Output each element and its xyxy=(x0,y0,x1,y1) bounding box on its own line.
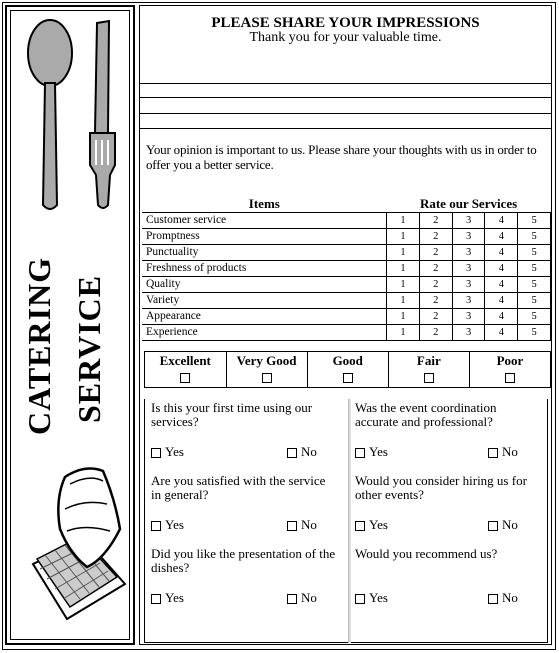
divider xyxy=(140,83,551,84)
rating-option[interactable]: 2 xyxy=(419,229,452,245)
sidebar-word-catering: CATERING xyxy=(21,256,57,435)
checkbox[interactable] xyxy=(180,373,190,383)
answer-yes[interactable] xyxy=(355,444,388,460)
spoon-icon xyxy=(28,20,72,209)
rating-option[interactable]: 4 xyxy=(485,325,518,341)
checkbox[interactable] xyxy=(287,594,297,604)
rating-row xyxy=(142,261,551,277)
checkbox[interactable] xyxy=(343,373,353,383)
rating-option[interactable]: 5 xyxy=(518,293,551,309)
checkbox[interactable] xyxy=(151,448,161,458)
checkbox[interactable] xyxy=(355,521,365,531)
page-title: PLEASE SHARE YOUR IMPRESSIONS xyxy=(211,15,480,31)
rating-option[interactable]: 1 xyxy=(387,309,420,325)
checkbox[interactable] xyxy=(151,521,161,531)
overall-option-label: Excellent xyxy=(159,353,211,368)
answer-label: No xyxy=(301,444,317,459)
rating-option[interactable]: 2 xyxy=(419,309,452,325)
rating-row xyxy=(142,213,551,229)
answer-yes[interactable] xyxy=(151,590,184,606)
rating-item-label: Punctuality xyxy=(142,245,387,261)
rating-option[interactable]: 3 xyxy=(452,213,485,229)
divider xyxy=(140,97,551,98)
rating-option[interactable]: 4 xyxy=(485,213,518,229)
answer-label: No xyxy=(301,517,317,532)
checkbox[interactable] xyxy=(262,373,272,383)
rating-option[interactable]: 5 xyxy=(518,245,551,261)
napkin-icon xyxy=(25,459,130,624)
rating-option[interactable]: 3 xyxy=(452,293,485,309)
rating-option[interactable]: 1 xyxy=(387,325,420,341)
answer-label: Yes xyxy=(369,444,388,459)
checkbox[interactable] xyxy=(488,448,498,458)
rating-option[interactable]: 5 xyxy=(518,213,551,229)
rating-option[interactable]: 4 xyxy=(485,245,518,261)
checkbox[interactable] xyxy=(287,448,297,458)
checkbox[interactable] xyxy=(488,521,498,531)
rating-item-label: Experience xyxy=(142,325,387,341)
answer-label: No xyxy=(502,444,518,459)
answer-label: No xyxy=(502,590,518,605)
answer-no[interactable] xyxy=(287,590,317,606)
question-text: Would you consider hiring us for other events? xyxy=(355,473,527,502)
rating-option[interactable]: 1 xyxy=(387,293,420,309)
rating-option[interactable]: 2 xyxy=(419,325,452,341)
rating-option[interactable]: 3 xyxy=(452,261,485,277)
overall-option-label: Good xyxy=(332,353,363,368)
rating-item-label: Customer service xyxy=(142,213,387,229)
rating-item-label: Freshness of products xyxy=(142,261,387,277)
questions-divider xyxy=(348,399,351,643)
rating-option[interactable]: 4 xyxy=(485,229,518,245)
sidebar xyxy=(5,5,135,645)
fork-icon xyxy=(90,21,115,208)
rating-option[interactable]: 5 xyxy=(518,261,551,277)
rating-option[interactable]: 2 xyxy=(419,293,452,309)
rating-option[interactable]: 5 xyxy=(518,325,551,341)
overall-option xyxy=(226,352,307,388)
checkbox[interactable] xyxy=(488,594,498,604)
answer-label: Yes xyxy=(369,517,388,532)
rating-option[interactable]: 5 xyxy=(518,277,551,293)
intro-text: Your opinion is important to us. Please share your thoughts with us in order to offer you a better service. xyxy=(146,142,537,172)
rating-table xyxy=(142,196,551,341)
answer-label: Yes xyxy=(165,517,184,532)
question-text: Would you recommend us? xyxy=(355,546,498,561)
rating-option[interactable]: 4 xyxy=(485,277,518,293)
answer-no[interactable] xyxy=(488,517,518,533)
overall-option xyxy=(307,352,388,388)
answer-yes[interactable] xyxy=(151,517,184,533)
question-text: Is this your first time using our services? xyxy=(151,400,313,429)
checkbox[interactable] xyxy=(151,594,161,604)
checkbox[interactable] xyxy=(355,594,365,604)
answer-no[interactable] xyxy=(488,444,518,460)
rating-row xyxy=(142,325,551,341)
page-subtitle: Thank you for your valuable time. xyxy=(249,30,442,45)
overall-option-label: Poor xyxy=(496,353,524,368)
rating-option[interactable]: 2 xyxy=(419,261,452,277)
overall-option xyxy=(145,352,227,388)
items-header: Items xyxy=(248,196,280,211)
spoon-fork-icon xyxy=(15,15,130,215)
overall-option-label: Fair xyxy=(416,353,441,368)
overall-option xyxy=(388,352,469,388)
rating-option[interactable]: 4 xyxy=(485,309,518,325)
rating-option[interactable]: 2 xyxy=(419,245,452,261)
rating-option[interactable]: 2 xyxy=(419,213,452,229)
overall-rating xyxy=(144,351,551,388)
answer-yes[interactable] xyxy=(151,444,184,460)
rating-option[interactable]: 3 xyxy=(452,325,485,341)
rate-header: Rate our Services xyxy=(419,196,518,211)
rating-item-label: Promptness xyxy=(142,229,387,245)
rating-row xyxy=(142,229,551,245)
answer-yes[interactable] xyxy=(355,590,388,606)
rating-option[interactable]: 1 xyxy=(387,245,420,261)
answer-no[interactable] xyxy=(287,517,317,533)
rating-item-label: Appearance xyxy=(142,309,387,325)
rating-option[interactable]: 1 xyxy=(387,229,420,245)
checkbox[interactable] xyxy=(287,521,297,531)
rating-option[interactable]: 4 xyxy=(485,293,518,309)
rating-row xyxy=(142,293,551,309)
question-text: Was the event coordination accurate and professional? xyxy=(355,400,497,429)
answer-no[interactable] xyxy=(488,590,518,606)
rating-option[interactable]: 1 xyxy=(387,261,420,277)
sidebar-word-service: SERVICE xyxy=(71,274,107,423)
rating-option[interactable]: 3 xyxy=(452,245,485,261)
answer-yes[interactable] xyxy=(355,517,388,533)
checkbox[interactable] xyxy=(424,373,434,383)
rating-option[interactable]: 1 xyxy=(387,213,420,229)
question-text: Did you like the presentation of the dishes? xyxy=(151,546,336,575)
rating-option[interactable]: 4 xyxy=(485,261,518,277)
answer-label: No xyxy=(502,517,518,532)
question-text: Are you satisfied with the service in general? xyxy=(151,473,326,502)
rating-item-label: Variety xyxy=(142,293,387,309)
checkbox[interactable] xyxy=(505,373,515,383)
answer-label: Yes xyxy=(165,444,184,459)
divider xyxy=(140,113,551,114)
rating-option[interactable]: 1 xyxy=(387,277,420,293)
rating-option[interactable]: 3 xyxy=(452,229,485,245)
answer-label: Yes xyxy=(369,590,388,605)
rating-item-label: Quality xyxy=(142,277,387,293)
divider xyxy=(140,128,551,129)
rating-option[interactable]: 3 xyxy=(452,309,485,325)
answer-no[interactable] xyxy=(287,444,317,460)
overall-option-label: Very Good xyxy=(236,353,297,368)
rating-row xyxy=(142,245,551,261)
checkbox[interactable] xyxy=(355,448,365,458)
rating-option[interactable]: 5 xyxy=(518,229,551,245)
rating-row xyxy=(142,309,551,325)
rating-option[interactable]: 5 xyxy=(518,309,551,325)
rating-option[interactable]: 3 xyxy=(452,277,485,293)
rating-row xyxy=(142,277,551,293)
survey-form xyxy=(139,5,552,645)
rating-option[interactable]: 2 xyxy=(419,277,452,293)
overall-option xyxy=(469,352,550,388)
answer-label: No xyxy=(301,590,317,605)
answer-label: Yes xyxy=(165,590,184,605)
